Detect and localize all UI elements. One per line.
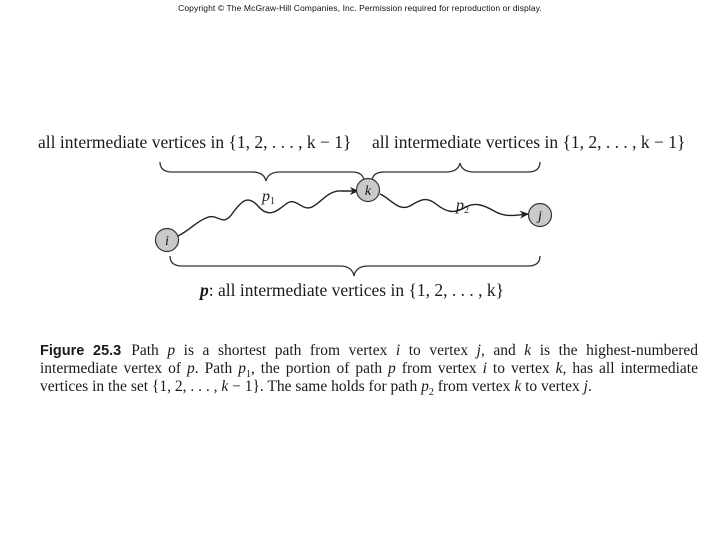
bottom-label-p: p: [200, 280, 209, 300]
caption-text: , has all intermediate vertices in the set {1, 2, . . . ,: [40, 360, 698, 395]
brace-left: [160, 162, 364, 182]
path-p2-subscript: 2: [464, 205, 469, 216]
vertex-i-label: i: [165, 234, 169, 249]
caption-subscript: 2: [428, 387, 434, 399]
caption-text: − 1}. The same holds for path: [228, 378, 422, 395]
caption-text: to vertex: [521, 378, 584, 395]
caption-figure-number: Figure 25.3: [40, 343, 122, 359]
caption-var: k: [514, 378, 522, 395]
caption-text: to vertex: [400, 342, 477, 359]
caption-var: p: [167, 342, 176, 359]
vertex-j-label: j: [538, 209, 542, 224]
brace-right: [372, 162, 540, 182]
caption-var: i: [395, 342, 401, 359]
bottom-label-text: : all intermediate vertices in {1, 2, . . . , k}: [208, 280, 505, 300]
caption-var: p: [238, 360, 246, 377]
vertex-k-label: k: [364, 184, 372, 199]
caption-text: to vertex: [486, 360, 556, 377]
svg-text:p1: [261, 188, 275, 207]
path-p2: [380, 194, 528, 216]
brace-bottom: [170, 256, 540, 276]
svg-text:p2: [455, 197, 469, 216]
caption-text: Path: [131, 342, 168, 359]
caption-text: from vertex: [395, 360, 483, 377]
caption-text: , the portion of path: [250, 360, 389, 377]
caption-subscript: 1: [245, 369, 251, 381]
brace-left-label: all intermediate vertices in {1, 2, . . . , k − 1}: [38, 132, 352, 152]
path-p1-subscript: 1: [270, 196, 275, 207]
vertex-j: [529, 204, 552, 227]
caption-var: k: [221, 378, 229, 395]
path-p2-label: p: [456, 197, 464, 214]
caption-var: p: [187, 360, 195, 377]
caption-var: k: [524, 342, 532, 359]
caption-var: j: [476, 342, 481, 359]
caption-text: from vertex: [433, 378, 515, 395]
caption-text: , and: [480, 342, 525, 359]
path-p1-label: p: [262, 188, 270, 205]
brace-right-label: all intermediate vertices in {1, 2, . . . , k − 1}: [372, 132, 686, 152]
copyright-notice: Copyright © The McGraw-Hill Companies, Inc. Permission required for reproduction or display.: [178, 3, 542, 13]
caption-var: i: [482, 360, 487, 377]
caption-var: j: [583, 378, 588, 395]
vertex-k: [357, 179, 380, 202]
caption-var: k: [555, 360, 563, 377]
caption-var: p: [421, 378, 429, 395]
caption-text: .: [587, 378, 592, 395]
svg-text:p: all intermediate vertices i: [198, 280, 504, 300]
figure-caption: [40, 342, 698, 399]
vertex-i: [156, 229, 179, 252]
caption-text: is a shortest path from vertex: [175, 342, 396, 359]
caption-var: p: [388, 360, 396, 377]
caption-text: is the highest-numbered intermediate vertex of: [40, 342, 698, 377]
caption-text: . Path: [194, 360, 239, 377]
